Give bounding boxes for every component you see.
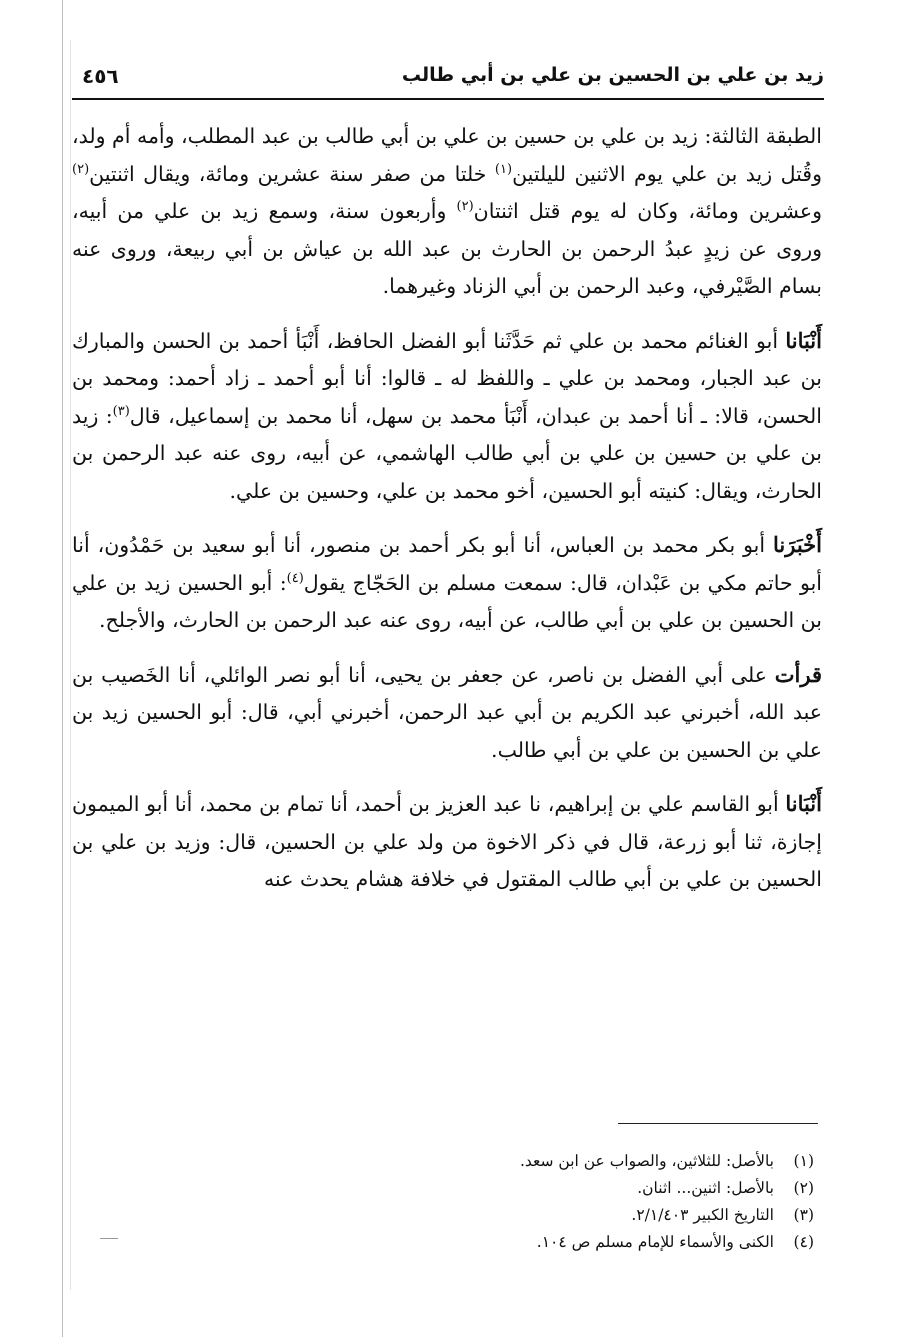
paragraph-segment: أبو القاسم علي بن إبراهيم، نا عبد العزيز بن أحمد، أنا تمام بن محمد، أنا أبو الميمون إجازة، ثنا أبو زرعة، قال في ذكر الاخوة من ولد علي بن الحسين، قال: وزيد بن علي بن الحسين بن علي بن أبي طالب المقتول في خلافة هشام يحدث عنه — [72, 792, 822, 891]
paragraph-lead-word: قرأت — [774, 661, 822, 687]
footnote-number: (٤) — [793, 1233, 814, 1251]
footnote-ref-2: (٢) — [456, 199, 474, 215]
footnote-ref-1: (١) — [494, 161, 513, 177]
paragraph-segment: خلتا من صفر سنة عشرين ومائة، ويقال اثنتين — [89, 161, 495, 186]
footnote-text: بالأصل: اثنين... اثنان. — [637, 1179, 774, 1197]
footnote-number: (١) — [793, 1152, 814, 1170]
page-header — [72, 62, 824, 98]
footnote-ref-3: (٣) — [112, 403, 130, 419]
footnote-text: التاريخ الكبير ٢/١/٤٠٣. — [631, 1206, 774, 1224]
footnote-number: (٣) — [793, 1206, 814, 1224]
paragraph-segment: الطبقة الثالثة: زيد بن علي بن حسين بن علي بن أبي طالب بن عبد المطلب، وأمه أم ولد، وقُتل زيد بن علي يوم الاثنين لليلتين — [72, 124, 822, 186]
paragraph-segment: : زيد بن علي بن حسين بن علي بن أبي طالب الهاشمي، عن أبيه، روى عنه عبد الرحمن بن الحارث، ويقال: كنيته أبو الحسين، أخو محمد بن علي، وحسين بن علي. — [72, 403, 822, 503]
page-edge-shadow — [70, 40, 71, 1290]
paragraph-lead-word: أَنْبَانا — [785, 327, 822, 353]
paragraph-segment: على أبي الفضل بن ناصر، عن جعفر بن يحيى، أنا أبو نصر الوائلي، أنا الخَصيب بن عبد الله، أخبرني عبد الكريم بن أبي عبد الرحمن، أخبرني أبي، قال: أبو الحسين زيد بن علي بن الحسين بن علي بن أبي طالب. — [72, 662, 822, 762]
page-edge-line — [62, 0, 63, 1337]
scan-mark — [100, 1238, 118, 1239]
paragraph-segment: : أبو الحسين زيد بن علي بن الحسين بن علي بن أبي طالب، عن أبيه، روى عنه عبد الرحمن بن الحارث، والأجلح. — [72, 570, 822, 632]
footnote-item — [72, 1202, 814, 1229]
paragraph-segment: أبو الغنائم محمد بن علي ثم حَدَّثَنا أبو الفضل الحافظ، أَنْبَأ أحمد بن الحسن والمبارك بن عبد الجبار، ومحمد بن علي ـ واللفظ له ـ قالوا: أنا أبو أحمد ـ زاد أحمد: ومحمد بن الحسن، قالا: ـ أنا أحمد بن عبدان، أَنْبَأ محمد بن سهل، أنا محمد بن إسماعيل، قال — [72, 328, 822, 428]
footnote-item — [72, 1175, 814, 1202]
footnote-ref-4: (٤) — [286, 570, 304, 586]
paragraph-lead-word: أَنْبَانا — [785, 791, 822, 816]
footnote-ref-2: (٢) — [72, 161, 90, 177]
paragraph-5 — [72, 785, 822, 899]
footnote-item — [72, 1229, 814, 1256]
paragraph-1 — [72, 118, 822, 306]
footnote-text: الكنى والأسماء للإمام مسلم ص ١٠٤. — [536, 1233, 774, 1251]
body-text — [72, 118, 822, 915]
paragraph-segment: أبو بكر محمد بن العباس، أنا أبو بكر أحمد بن منصور، أنا أبو سعيد بن حَمْدُون، أنا أبو حاتم مكي بن عَبْدان، قال: سمعت مسلم بن الحَجّاج يقول — [72, 533, 822, 595]
running-title: زيد بن علي بن الحسين بن علي بن أبي طالب — [401, 64, 824, 86]
paragraph-4 — [72, 656, 822, 770]
footnotes — [72, 1148, 814, 1256]
footnote-text: بالأصل: للثلاثين، والصواب عن ابن سعد. — [519, 1152, 774, 1170]
paragraph-lead-word: أَخْبَرَنا — [773, 532, 822, 557]
footnote-item — [72, 1148, 814, 1175]
footnote-separator — [618, 1123, 818, 1124]
paragraph-segment: وعشرين ومائة، وكان له يوم قتل اثنتان — [473, 199, 822, 223]
footnote-number: (٢) — [793, 1179, 814, 1197]
paragraph-3 — [72, 526, 822, 640]
header-rule — [72, 98, 824, 100]
page-number: ٤٥٦ — [82, 64, 119, 88]
paragraph-2 — [72, 322, 822, 511]
paragraph-segment: وأربعون سنة، وسمع زيد بن علي من أبيه، وروى عن زيدٍ عبدُ الرحمن بن الحارث بن عبد الله بن عياش بن أبي ربيعة، وروى عنه بسام الصَّيْرفي، وعبد الرحمن بن أبي الزناد وغيرهما. — [72, 199, 822, 298]
